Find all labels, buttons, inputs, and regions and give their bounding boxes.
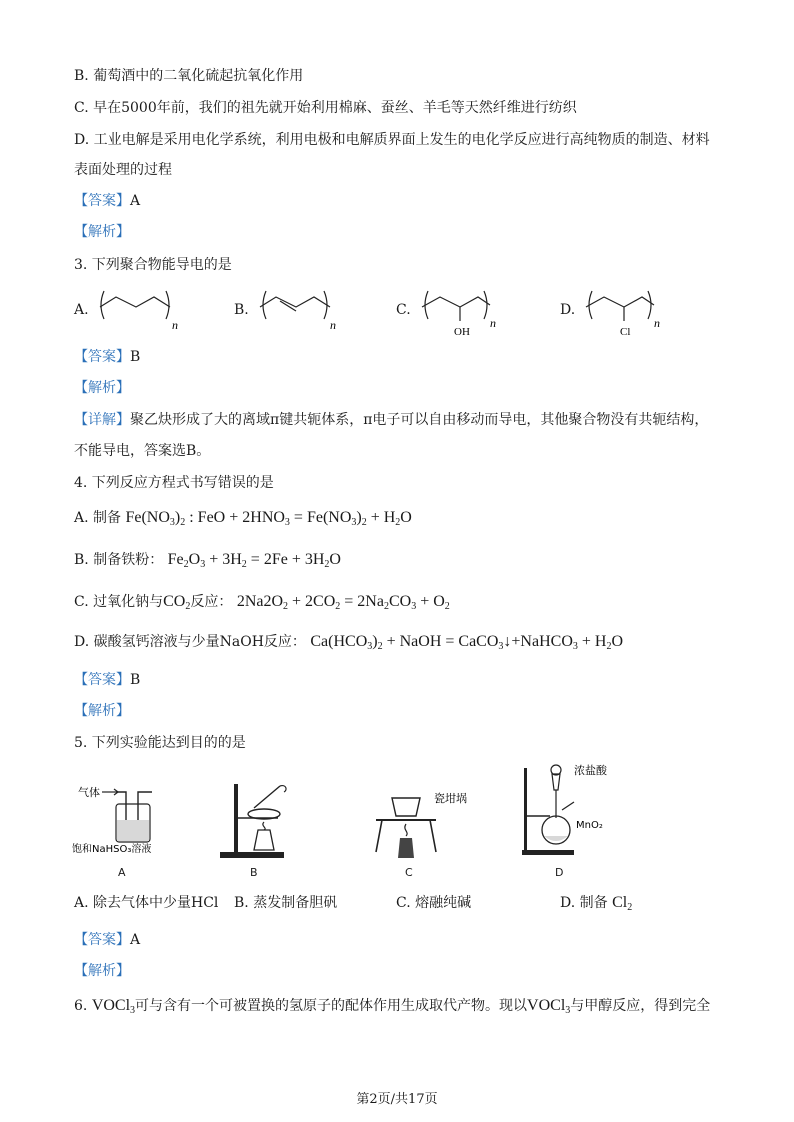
apparatus-a-wash-bottle [72, 782, 182, 854]
q3-option-a-label: A. [74, 302, 89, 318]
cl2-formula: $Cl_2$ [612, 894, 633, 913]
q4-option-b [74, 550, 341, 570]
q4-answer [74, 670, 140, 690]
q4-option-c-equation: $2Na2O_2 + 2CO_2 = 2Na_2CO_3 + O_2$ [236, 593, 450, 612]
q4-option-b-equation: $Fe_2O_3 + 3H_2 = 2Fe + 3H_2O$ [167, 551, 341, 570]
q5-analysis-tag: 【解析】 [74, 963, 130, 979]
q4-option-d-prefix: D. 碳酸氢钙溶液与少量NaOH反应： [74, 634, 306, 650]
gas-label: 气体 [78, 786, 100, 799]
answer-tag: 【答案】 [74, 672, 130, 688]
q3-option-b-label: B. [234, 302, 249, 318]
q4-analysis-tag: 【解析】 [74, 703, 130, 719]
q3-option-d-label: D. [560, 302, 576, 318]
q4-option-a [74, 508, 412, 528]
q3-detail-line1 [74, 410, 708, 430]
crucible-label: 瓷坩埚 [434, 792, 467, 805]
q3-option-c-structure [416, 285, 506, 341]
q2-option-c: C. 早在5000年前，我们的祖先就开始利用棉麻、蚕丝、羊毛等天然纤维进行纺织 [74, 100, 577, 116]
q4-stem: 4. 下列反应方程式书写错误的是 [74, 475, 274, 491]
detail-text: 聚乙炔形成了大的离域π键共轭体系，π电子可以自由移动而导电，其他聚合物没有共轭结构， [130, 412, 709, 428]
q5-option-d-label: D. 制备 [560, 895, 608, 911]
apparatus-c-crucible [370, 788, 480, 860]
q6-text-part2: 与甲醇反应，得到完全 [570, 998, 711, 1014]
vocl3-formula: VOCl$_3$ [91, 997, 136, 1016]
q5-option-a: A. 除去气体中少量HCl [74, 895, 219, 911]
q6-number: 6. [74, 998, 88, 1014]
q6-stem [74, 996, 710, 1016]
q2-option-d-line2: 表面处理的过程 [74, 162, 172, 178]
q3-option-d-structure [580, 285, 670, 341]
q2-option-b: B. 葡萄酒中的二氧化硫起抗氧化作用 [74, 68, 304, 84]
q4-option-a-equation: $Fe(NO_3)_2$ : FeO + $2HNO_3 = Fe(NO_3)_2 + H_2O$ [125, 509, 412, 528]
q4-option-c [74, 592, 450, 612]
q4-option-d-equation: $Ca(HCO_3)_2$ + NaOH = CaCO$_3$↓+NaHCO$_3$ + $H_2O$ [310, 633, 624, 652]
q3-option-b-structure [254, 285, 344, 335]
subscript-n: n [330, 318, 336, 332]
q5-answer [74, 930, 140, 950]
q4-option-b-prefix: B. 制备铁粉： [74, 552, 164, 568]
subscript-n: n [172, 318, 178, 332]
bottle-solution-label: 饱和NaHSO₃溶液 [72, 844, 152, 854]
q5-option-d [560, 893, 632, 913]
hcl-label: 浓盐酸 [574, 764, 607, 777]
q4-option-a-prefix: A. 制备 [74, 510, 122, 526]
q2-analysis-tag: 【解析】 [74, 224, 130, 240]
answer-value: A [130, 193, 141, 209]
page-footer: 第2页/共17页 [356, 1092, 438, 1107]
q2-option-d-line1: D. 工业电解是采用电化学系统，利用电极和电解质界面上发生的电化学反应进行高纯物质的制造、材料 [74, 132, 710, 148]
apparatus-b-evaporation [214, 778, 298, 860]
mno2-label: MnO₂ [576, 820, 603, 831]
detail-tag: 【详解】 [74, 412, 130, 428]
cl-group: Cl [620, 326, 631, 338]
answer-tag: 【答案】 [74, 932, 130, 948]
answer-tag: 【答案】 [74, 193, 130, 209]
answer-tag: 【答案】 [74, 349, 130, 365]
vocl3-formula: VOCl$_3$ [527, 997, 571, 1016]
figure-caption-d: D [555, 866, 564, 879]
figure-caption-b: B [250, 866, 258, 879]
q2-answer [74, 191, 140, 211]
q4-option-d [74, 632, 623, 652]
q3-answer [74, 347, 140, 367]
q5-option-c: C. 熔融纯碱 [396, 895, 472, 911]
subscript-n: n [654, 316, 660, 330]
co2-formula: $CO_2$ [163, 593, 191, 612]
answer-value: B [130, 672, 141, 688]
q3-option-c-label: C. [396, 302, 411, 318]
subscript-n: n [490, 316, 496, 330]
q3-option-a-structure [94, 285, 184, 335]
q3-stem: 3. 下列聚合物能导电的是 [74, 257, 232, 273]
figure-caption-a: A [118, 866, 126, 879]
q3-detail-line2: 不能导电，答案选B。 [74, 443, 211, 459]
figure-caption-c: C [405, 866, 413, 879]
q6-text-part1: 可与含有一个可被置换的氢原子的配体作用生成取代产物。现以 [135, 998, 528, 1014]
q5-option-b: B. 蒸发制备胆矾 [234, 895, 338, 911]
answer-value: A [130, 932, 141, 948]
answer-value: B [130, 349, 141, 365]
q4-option-c-prefix: C. 过氧化钠与 [74, 594, 164, 610]
q3-analysis-tag: 【解析】 [74, 380, 130, 396]
q5-stem: 5. 下列实验能达到目的的是 [74, 735, 246, 751]
apparatus-d-chlorine-generator [516, 762, 636, 858]
oh-group: OH [454, 326, 470, 338]
q4-option-c-suffix: 反应： [190, 594, 233, 610]
